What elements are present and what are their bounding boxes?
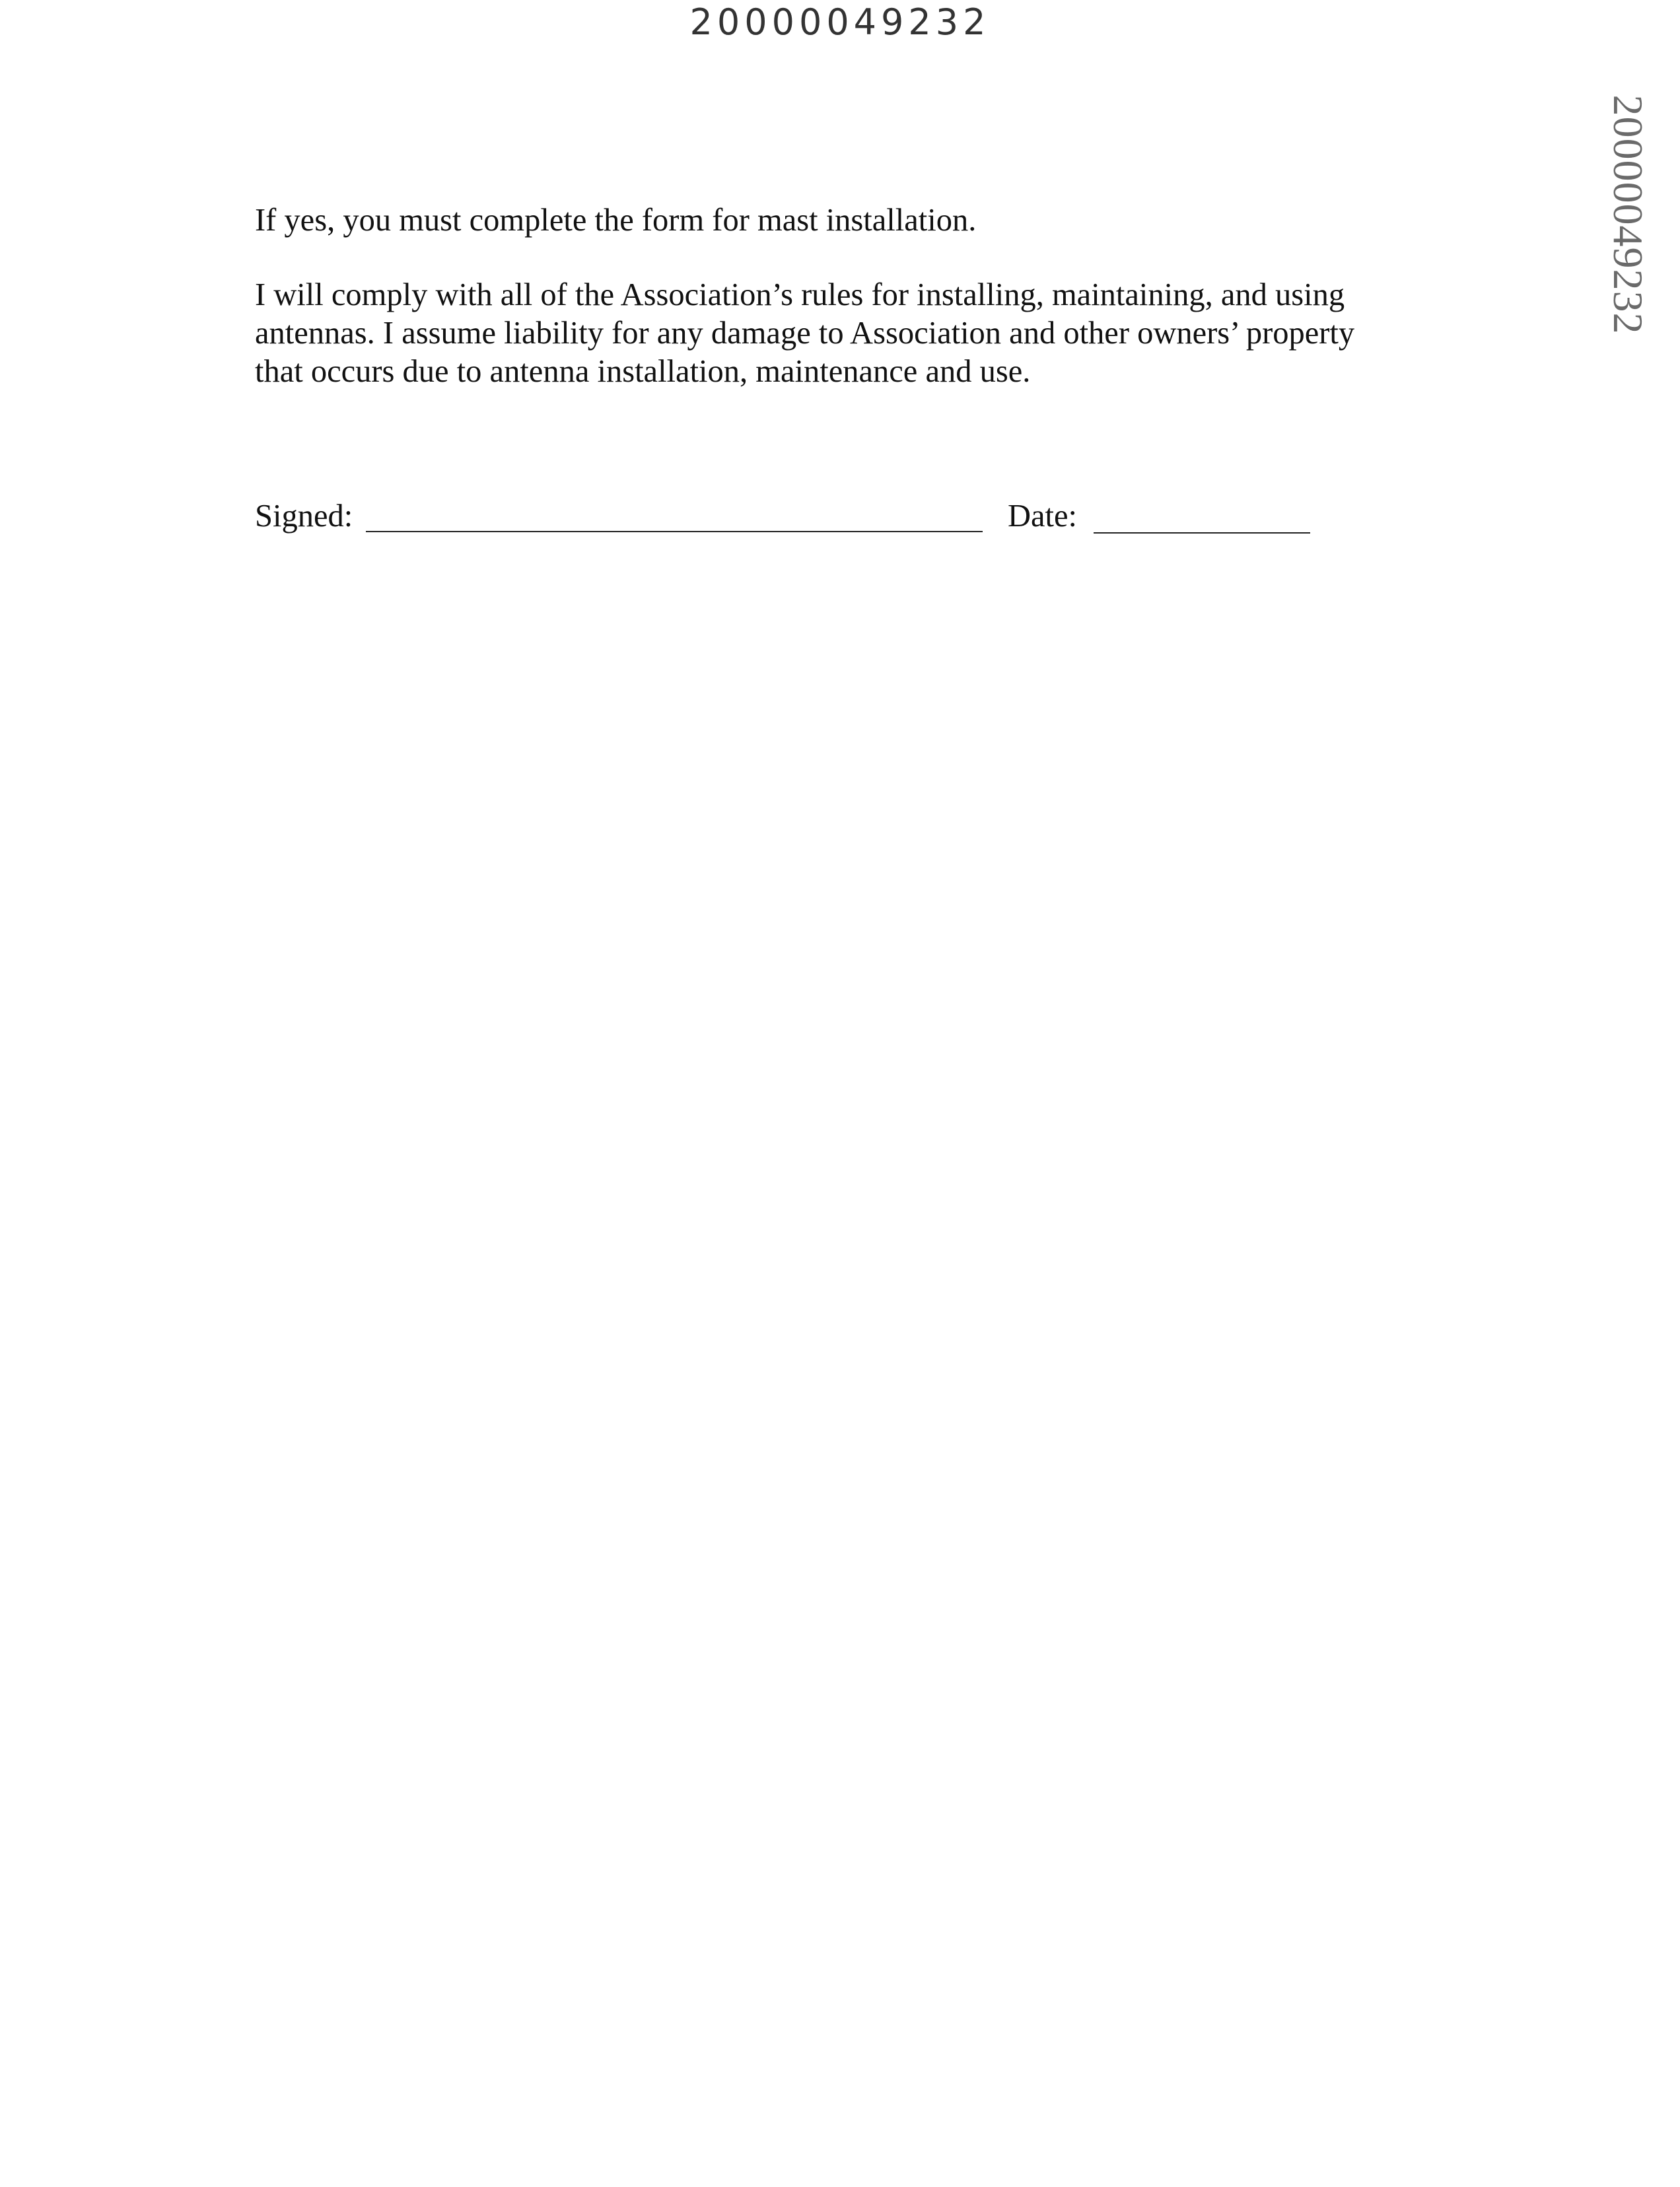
signature-row [255,497,1378,543]
compliance-line: antennas. I assume liability for any damage to Association and other owners’ property [255,316,1355,351]
compliance-statement [255,276,1457,391]
compliance-line: I will comply with all of the Association’s rules for installing, maintaining, and using [255,277,1345,312]
side-stamp [1598,94,1658,335]
side-stamp-text: 20000049232 [1605,94,1652,335]
mast-installation-note: If yes, you must complete the form for mast installation. [255,203,977,238]
document-number: 20000049232 [689,1,991,43]
compliance-line: that occurs due to antenna installation, maintenance and use. [255,354,1031,389]
date-line[interactable] [1094,532,1310,534]
signed-label: Signed: [255,499,353,534]
signature-line[interactable] [366,531,983,532]
date-label: Date: [1008,499,1078,534]
